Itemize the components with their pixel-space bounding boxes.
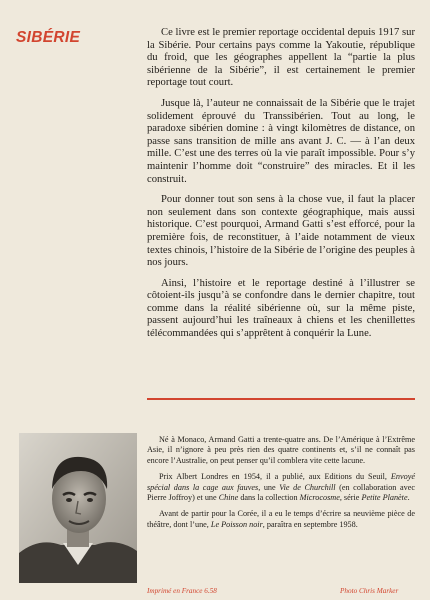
red-divider (147, 398, 415, 400)
bio-paragraph-1: Né à Monaco, Armand Gatti a trente-quatre ans. De l’Amérique à l’Extrême Asie, il n’ignore à peu près rien des quatre continents et, s’il ne connaît pas encore l’Australie, on peut penser qu’il comblera vite cette lacune. (147, 435, 415, 465)
bio-paragraph-3 (147, 509, 415, 530)
author-photo (19, 433, 137, 583)
series-name: Petite Planète (361, 493, 408, 503)
bio-text: dans la collection (240, 493, 298, 503)
printed-in-france: Imprimé en France 6.58 (147, 587, 217, 595)
book-title-envoye-special: Envoyé spécial dans la cage aux fauves (147, 472, 416, 492)
bio-text: (en collaboration avec Pierre Joffroy) et une (147, 482, 415, 503)
bio-text: , série (339, 493, 360, 503)
photo-credit: Photo Chris Marker (340, 587, 399, 595)
blurb-text (147, 27, 415, 349)
bio-text: Avant de partir pour la Corée, il a eu le temps d’écrire sa neuvième pièce de théâtre, dont l’une, (147, 509, 415, 529)
book-title-chine: Chine (218, 493, 239, 503)
bio-text: , une (258, 482, 276, 492)
blurb-paragraph-1: Ce livre est le premier reportage occidental depuis 1917 sur la Sibérie. Pour certains pays comme la Yakoutie, république du froid, que les géographes appellent la “partie la plus sibérienne de la Sibérie”, il est certainement le premier reportage tout court. (147, 27, 415, 89)
bio-text: . (407, 493, 410, 503)
blurb-paragraph-4: Ainsi, l’histoire et le reportage destiné à l’illustrer se côtoient-ils jusqu’à se confondre dans le dernier chapitre, tout comme dans la réalité sibérienne où, sur la même piste, passent aujourd’hui les traîneaux à chiens et les chenillettes télécommandées qui s’apprêtent à conquérir la Lune. (147, 277, 415, 340)
book-title: SIBÉRIE (16, 29, 81, 46)
book-title-vie-de-churchill: Vie de Churchill (279, 482, 336, 492)
collection-name: Microcosme (299, 493, 340, 503)
blurb-paragraph-3: Pour donner tout son sens à la chose vue, il faut la placer non seulement dans son contexte géographique, mais aussi historique. C’est pourquoi, Armand Gatti s’est efforcé, pour la première fois, de reconstituer, à l’aide notamment de vieux textes chinois, l’histoire de la Sibérie de l’origine des peuples à nos jours. (147, 194, 416, 269)
bio-text: , paraîtra en septembre 1958. (262, 519, 358, 529)
play-title: Le Poisson noir (210, 519, 263, 529)
blurb-paragraph-2: Jusque là, l’auteur ne connaissait de la Sibérie que le trajet solidement éprouvé du Transsibérien. Tout au long, le paradoxe sibérien domine : à vingt kilomètres de distance, on passe sans transition de mille ans avant J. C. — à l’an deux mille. C’est une des terres où la vie paraît impossible. Pour s’y maintenir l’homme doit “construire” des miracles. Et il les construit. (147, 97, 415, 185)
author-bio (147, 435, 415, 536)
bio-text: Prix Albert Londres en 1954, il a publié, aux Editions du Seuil, (159, 472, 387, 482)
bio-paragraph-2 (147, 472, 415, 503)
